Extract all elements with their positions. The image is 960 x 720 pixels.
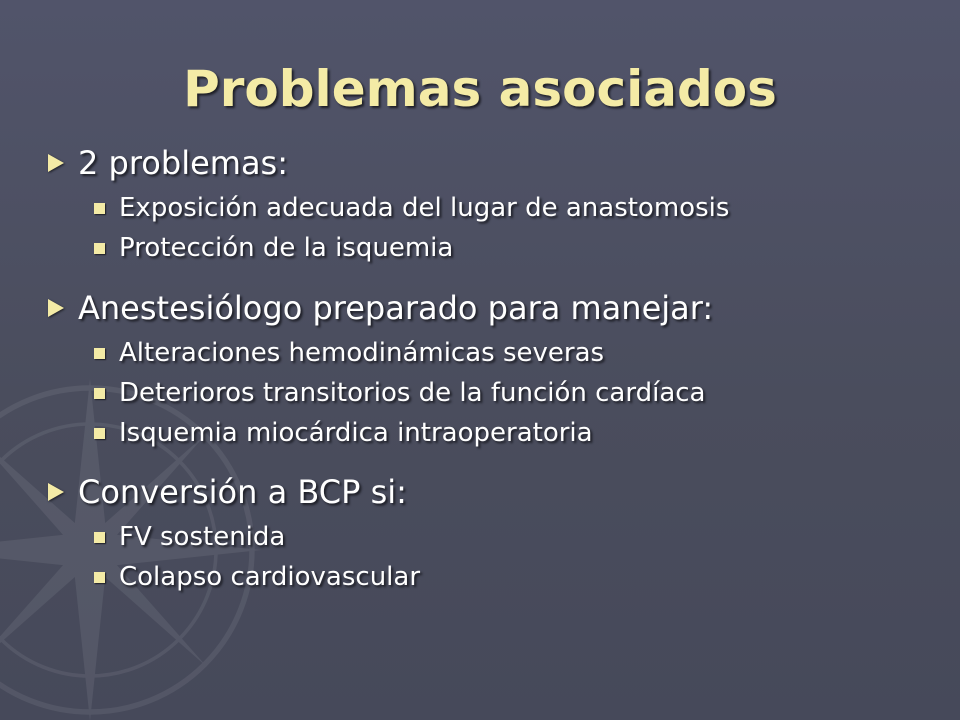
square-bullet-icon [94,243,105,254]
list-item-text: FV sostenida [119,522,286,552]
square-bullet-icon [94,388,105,399]
list-item [94,373,936,413]
list-item-text: Protección de la isquemia [119,233,454,263]
list-item-text: Deterioros transitorios de la función cardíaca [119,378,706,408]
bullet-list [46,136,936,597]
triangle-bullet-icon [48,299,64,317]
square-bullet-icon [94,532,105,543]
list-item-text: Alteraciones hemodinámicas severas [119,338,605,368]
section-heading-text: Anestesiólogo preparado para manejar: [78,289,714,327]
list-item-text: Colapso cardiovascular [119,562,421,592]
triangle-bullet-icon [48,154,64,172]
list-item [94,333,936,373]
list-item [94,557,936,597]
list-item [94,413,936,453]
triangle-bullet-icon [48,483,64,501]
square-bullet-icon [94,428,105,439]
square-bullet-icon [94,572,105,583]
list-item [94,517,936,557]
slide-title: Problemas asociados [183,60,777,118]
section-heading-text: Conversión a BCP si: [78,473,407,511]
list-item [94,228,936,268]
list-item [94,188,936,228]
square-bullet-icon [94,348,105,359]
list-item-text: Exposición adecuada del lugar de anastomosis [119,193,730,223]
section-heading-text: 2 problemas: [78,144,288,182]
list-item-text: Isquemia miocárdica intraoperatoria [119,418,593,448]
section-heading [46,467,936,517]
square-bullet-icon [94,203,105,214]
section-heading [46,283,936,333]
section-heading [46,138,936,188]
